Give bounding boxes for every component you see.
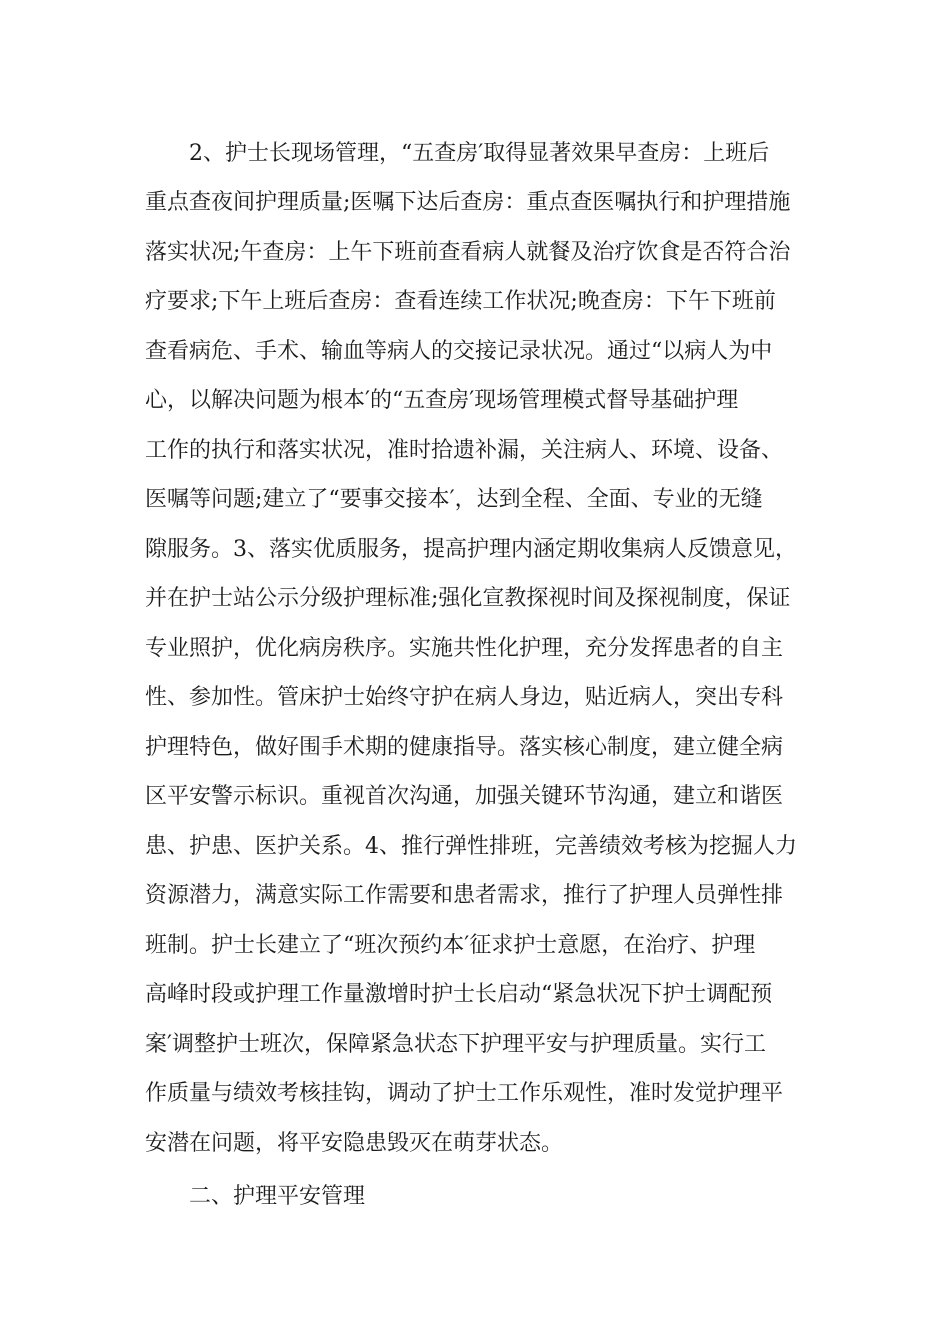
- paragraph-line: 落实状况;午查房：上午下班前查看病人就餐及治疗饮食是否符合治: [145, 240, 791, 265]
- paragraph-line: 资源潜力，满意实际工作需要和患者需求，推行了护理人员弹性排: [145, 883, 784, 908]
- paragraph-line: 医嘱等问题;建立了“要事交接本′，达到全程、全面、专业的无缝: [145, 487, 763, 512]
- paragraph-line: 安潜在问题，将平安隐患毁灭在萌芽状态。: [145, 1131, 564, 1156]
- paragraph-line: 工作的执行和落实状况，准时拾遗补漏，关注病人、环境、设备、: [145, 438, 784, 463]
- paragraph-line: 心，以解决问题为根本′的“五查房′现场管理模式督导基础护理: [145, 388, 739, 413]
- paragraph-line: 查看病危、手术、输血等病人的交接记录状况。通过“以病人为中: [145, 339, 773, 364]
- paragraph-line: 班制。护士长建立了“班次预约本′征求护士意愿，在治疗、护理: [145, 933, 756, 958]
- paragraph-line: 隙服务。3、落实优质服务，提高护理内涵定期收集病人反馈意见，: [145, 537, 797, 562]
- paragraph-line: 护理特色，做好围手术期的健康指导。落实核心制度，建立健全病: [145, 735, 784, 760]
- paragraph-line: 区平安警示标识。重视首次沟通，加强关键环节沟通，建立和谐医: [145, 784, 784, 809]
- paragraph-line: 案′调整护士班次，保障紧急状态下护理平安与护理质量。实行工: [145, 1032, 766, 1057]
- section-heading: 二、护理平安管理: [189, 1184, 366, 1209]
- paragraph-line: 专业照护，优化病房秩序。实施共性化护理，充分发挥患者的自主: [145, 636, 784, 661]
- paragraph-line: 作质量与绩效考核挂钩，调动了护士工作乐观性，准时发觉护理平: [145, 1081, 784, 1106]
- paragraph-line: 疗要求;下午上班后查房：查看连续工作状况;晚查房：下午下班前: [145, 289, 776, 314]
- paragraph-line: 并在护士站公示分级护理标准;强化宣教探视时间及探视制度，保证: [145, 586, 791, 611]
- paragraph-line: 患、护患、医护关系。4、推行弹性排班，完善绩效考核为挖掘人力: [145, 834, 797, 859]
- paragraph-line: 2、护士长现场管理，“五查房′取得显著效果早查房：上班后: [189, 141, 770, 166]
- paragraph-line: 重点查夜间护理质量;医嘱下达后查房：重点查医嘱执行和护理措施: [145, 190, 791, 215]
- paragraph-line: 高峰时段或护理工作量激增时护士长启动“紧急状况下护士调配预: [145, 982, 773, 1007]
- paragraph-line: 性、参加性。管床护士始终守护在病人身边，贴近病人，突出专科: [145, 685, 784, 710]
